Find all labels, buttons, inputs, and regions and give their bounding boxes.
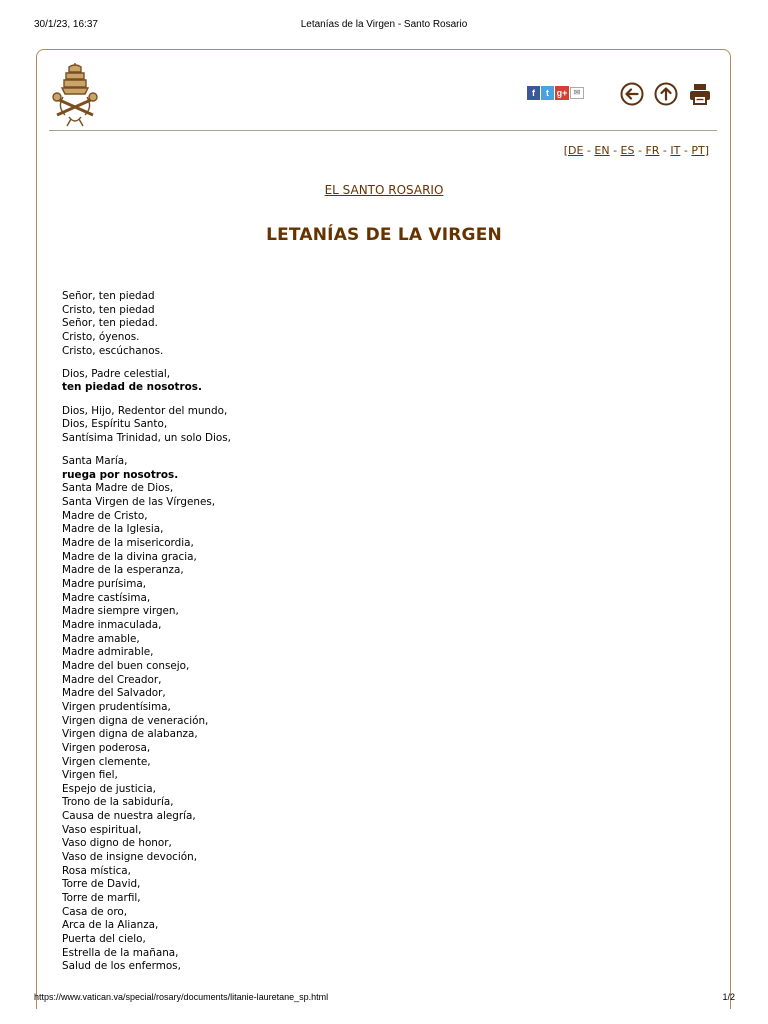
language-selector: [DE - EN - ES - FR - IT - PT] — [563, 144, 709, 157]
litany-line: Señor, ten piedad. — [62, 317, 158, 330]
litany-line: Cristo, escúchanos. — [62, 344, 164, 357]
print-url: https://www.vatican.va/special/rosary/documents/litanie-lauretane_sp.html — [34, 992, 329, 1002]
litany-line: Estrella de la mañana, — [62, 946, 179, 959]
litany-line: Señor, ten piedad — [62, 290, 155, 302]
litany-line: Puerta del cielo, — [62, 933, 146, 946]
litany-line: Madre de Cristo, — [62, 509, 148, 522]
litany-line: Virgen digna de veneración, — [62, 714, 209, 727]
section-link-container — [0, 183, 768, 197]
litany-line: Casa de oro, — [62, 905, 128, 918]
lang-es[interactable]: ES — [620, 144, 635, 157]
litany-response: ruega por nosotros. — [62, 468, 179, 481]
print-datetime: 30/1/23, 16:37 — [34, 19, 98, 30]
litany-line: Cristo, óyenos. — [62, 330, 140, 343]
litany-line: Dios, Espíritu Santo, — [62, 418, 168, 431]
litany-line: Madre de la misericordia, — [62, 537, 194, 549]
lang-fr[interactable]: FR — [645, 144, 660, 157]
litany-line: Madre siempre virgen, — [62, 605, 179, 618]
litany-line: Santa Virgen de las Vírgenes, — [62, 496, 216, 509]
stanza-trinity — [62, 405, 662, 446]
stanza-kyrie — [62, 290, 662, 358]
lang-it[interactable]: IT — [670, 144, 681, 157]
page-nav — [620, 82, 712, 106]
arrow-left-icon[interactable] — [620, 82, 644, 106]
twitter-icon[interactable]: t — [541, 86, 554, 100]
litany-line: Madre inmaculada, — [62, 618, 162, 631]
print-header — [0, 19, 768, 33]
litany-line: Virgen prudentísima, — [62, 700, 171, 713]
litany-line: Virgen digna de alabanza, — [62, 728, 198, 741]
litany-line: Rosa mística, — [62, 864, 131, 877]
litany-line: Santísima Trinidad, un solo Dios, — [62, 431, 231, 444]
litany-line: Causa de nuestra alegría, — [62, 810, 196, 823]
litany-line: Torre de marfil, — [62, 892, 141, 905]
arrow-up-icon[interactable] — [654, 82, 678, 106]
lang-de[interactable]: DE — [568, 144, 584, 157]
litany-line: Dios, Padre celestial, — [62, 367, 171, 380]
litany-line: Arca de la Alianza, — [62, 919, 159, 932]
litany-line: Cristo, ten piedad — [62, 303, 155, 316]
lang-pt[interactable]: PT — [691, 144, 705, 157]
litany-response: ten piedad de nosotros. — [62, 381, 202, 394]
litany-line: Trono de la sabiduría, — [62, 796, 174, 809]
litany-line: Madre amable, — [62, 632, 140, 645]
print-document-title: Letanías de la Virgen - Santo Rosario — [300, 19, 468, 30]
litany-line: Madre del Salvador, — [62, 687, 166, 700]
litany-line: Vaso espiritual, — [62, 823, 142, 836]
header-divider — [49, 130, 717, 131]
stanza-father — [62, 368, 662, 395]
litany-line: Madre castísima, — [62, 591, 151, 604]
litany-line: Madre del buen consejo, — [62, 659, 190, 672]
litany-line: Madre de la Iglesia, — [62, 523, 164, 536]
google-plus-icon[interactable]: g+ — [556, 88, 568, 98]
page-title: LETANÍAS DE LA VIRGEN — [266, 225, 502, 245]
litany-line: Madre admirable, — [62, 646, 154, 659]
litany-line: Madre de la esperanza, — [62, 564, 184, 577]
facebook-icon[interactable]: f — [527, 86, 540, 100]
litany-line: Virgen fiel, — [62, 769, 118, 782]
section-link[interactable]: EL SANTO ROSARIO — [324, 183, 444, 197]
litany-line: Virgen clemente, — [62, 755, 151, 768]
printer-icon[interactable] — [688, 82, 712, 106]
email-icon[interactable]: ✉ — [570, 87, 584, 99]
litany-line: Madre purísima, — [62, 577, 147, 590]
litany-line: Salud de los enfermos, — [62, 960, 181, 973]
litany-line: Dios, Hijo, Redentor del mundo, — [62, 404, 228, 417]
litany-text — [62, 290, 662, 984]
papal-coat-of-arms-icon — [49, 63, 101, 127]
litany-line: Madre del Creador, — [62, 673, 162, 686]
litany-line: Santa Madre de Dios, — [62, 482, 174, 495]
stanza-mary — [62, 455, 662, 974]
litany-line: Madre de la divina gracia, — [62, 550, 197, 563]
print-page-number: 1/2 — [722, 992, 735, 1002]
share-buttons — [527, 86, 584, 102]
litany-line: Vaso digno de honor, — [62, 837, 172, 850]
litany-line: Espejo de justicia, — [62, 782, 156, 795]
litany-line: Virgen poderosa, — [62, 741, 151, 754]
litany-line: Santa María, — [62, 455, 128, 468]
litany-line: Vaso de insigne devoción, — [62, 851, 198, 864]
litany-line: Torre de David, — [62, 878, 141, 891]
print-footer — [0, 992, 768, 1006]
lang-en[interactable]: EN — [594, 144, 610, 157]
